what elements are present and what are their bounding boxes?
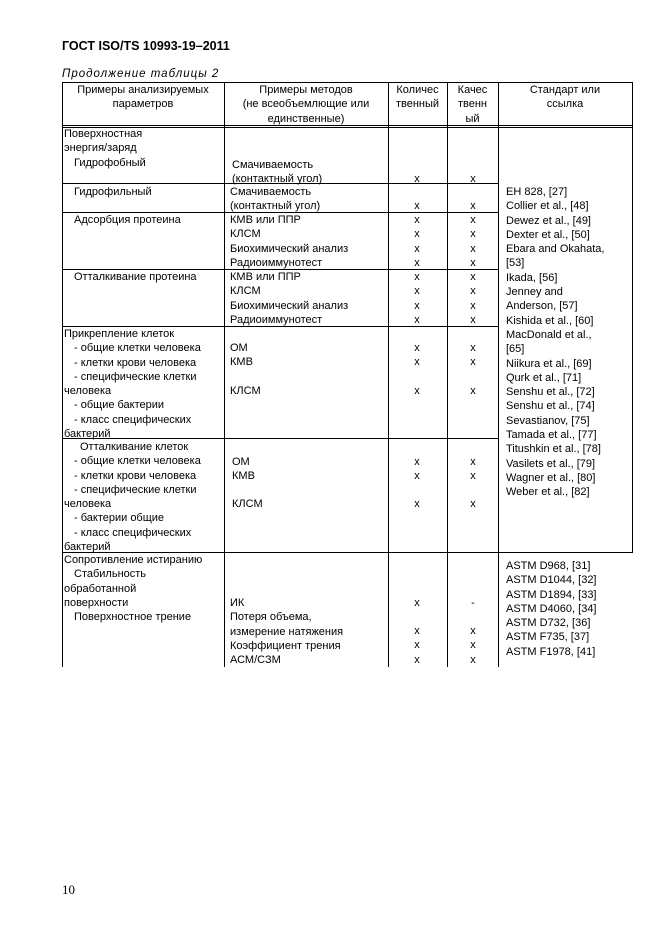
methods-protein-repulsion: КМВ или ППР КЛСМ Биохимический анализ Радиоиммунотест bbox=[230, 271, 349, 326]
quant-marks: x x x x bbox=[414, 271, 420, 326]
methods-protein-adsorption: КМВ или ППР КЛСМ Биохимический анализ Радиоиммунотест bbox=[230, 214, 349, 269]
methods-cell-attachment-1: ОМ КМВ bbox=[230, 342, 253, 369]
methods-hydrophilic: Смачиваемость (контактный угол) bbox=[230, 186, 321, 213]
quant-mark: x bbox=[414, 498, 420, 510]
quant-marks: x x x x bbox=[414, 214, 420, 269]
header-quantitative: Количес твенный bbox=[395, 84, 440, 111]
qual-mark: x bbox=[470, 385, 476, 397]
quant-mark: x bbox=[414, 385, 420, 397]
header-standard: Стандарт или ссылка bbox=[529, 84, 601, 111]
methods-hydrophobic: Смачиваемость (контактный угол) bbox=[232, 159, 323, 186]
methods-abrasion: ИК Потеря объема, измерение натяжения Коэффициент трения АСМ/СЗМ bbox=[230, 597, 344, 667]
param-hydrophobic: Гидрофобный bbox=[74, 157, 146, 169]
qual-marks: x x bbox=[470, 456, 476, 483]
column-divider bbox=[224, 82, 225, 667]
qual-marks: x x x bbox=[470, 625, 476, 666]
quant-mark: x bbox=[414, 173, 420, 185]
surface-energy-title: Поверхностная энергия/заряд bbox=[64, 128, 143, 155]
qual-mark: x bbox=[470, 498, 476, 510]
quant-mark: x bbox=[414, 200, 420, 212]
methods-cell-repulsion-2: КЛСМ bbox=[232, 498, 263, 510]
document-header: ГОСТ ISO/TS 10993-19–2011 bbox=[62, 39, 230, 53]
page-number: 10 bbox=[62, 882, 75, 897]
qual-marks: x x x x bbox=[470, 271, 476, 326]
methods-cell-repulsion-1: ОМ КМВ bbox=[232, 456, 255, 483]
param-hydrophilic: Гидрофильный bbox=[74, 186, 152, 198]
references-list-abrasion: ASTM D968, [31] ASTM D1044, [32] ASTM D1894, [33] ASTM D4060, [34] ASTM D732, [36] ASTM F735, [37] ASTM F1978, [41] bbox=[506, 560, 597, 658]
column-divider bbox=[498, 82, 499, 667]
quant-marks: x x x bbox=[414, 625, 420, 666]
table-border-right bbox=[632, 82, 633, 552]
param-protein-adsorption: Адсорбция протеина bbox=[74, 214, 181, 226]
param-cell-attachment: Прикрепление клеток - общие клетки человека - клетки крови человека - специфические клетки человека - общие бактерии - класс специфических бактерий bbox=[64, 328, 201, 441]
references-list-surface: EH 828, [27] Collier et al., [48] Dewez et al., [49] Dexter et al., [50] Ebara and Okahata, [53] Ikada, [56] Jenney and Anderson, [57] Kishida et al., [60] MacDonald et al., [65] Niikura et al., [69] Qurk et al., [71] Senshu et al., [72] Senshu et al., [74] Sevastianov, [75] Tamada et al., [77] Titushkin et al., [78] Vasilets et al., [79] Wagner et al., [80] Weber et al., [82] bbox=[506, 186, 605, 499]
header-methods: Примеры методов (не всеобъемлющие или единственные) bbox=[242, 84, 370, 125]
param-abrasion-resistance: Сопротивление истиранию Стабильность обработанной поверхности Поверхностное трение bbox=[64, 554, 203, 624]
header-parameters: Примеры анализируемых параметров bbox=[77, 84, 209, 111]
qual-marks: x x bbox=[470, 342, 476, 369]
header-divider-double bbox=[62, 127, 633, 128]
param-cell-repulsion: Отталкивание клеток - общие клетки человека - клетки крови человека - специфические клетки человека - бактерии общие - класс специфических бактерий bbox=[64, 441, 201, 554]
qual-mark: x bbox=[470, 200, 476, 212]
quant-mark: x bbox=[414, 597, 420, 609]
methods-cell-attachment-2: КЛСМ bbox=[230, 385, 261, 397]
table-border-left bbox=[62, 82, 63, 667]
qual-marks: x x x x bbox=[470, 214, 476, 269]
quant-marks: x x bbox=[414, 456, 420, 483]
standards-table bbox=[62, 82, 633, 667]
qual-mark: - bbox=[471, 597, 475, 609]
column-divider bbox=[447, 82, 448, 667]
table-continuation-label: Продолжение таблицы 2 bbox=[62, 68, 220, 80]
header-qualitative: Качес твенн ый bbox=[457, 84, 488, 125]
qual-mark: x bbox=[470, 173, 476, 185]
param-protein-repulsion: Отталкивание протеина bbox=[74, 271, 197, 283]
column-divider bbox=[388, 82, 389, 667]
quant-marks: x x bbox=[414, 342, 420, 369]
